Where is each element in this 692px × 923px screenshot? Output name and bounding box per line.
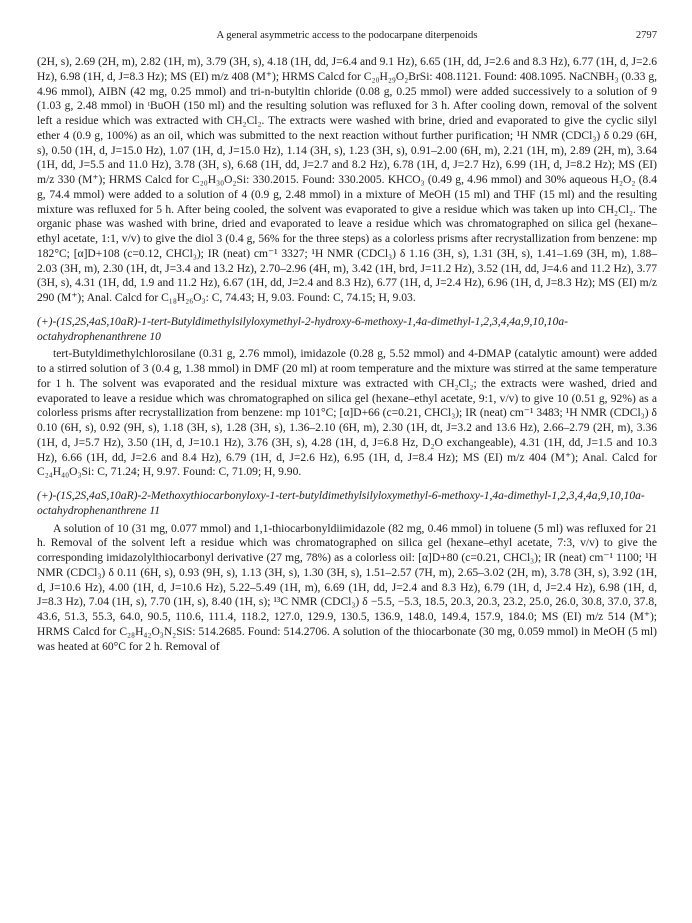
compound-11-heading: (+)-(1S,2S,4aS,10aR)-2-Methoxythiocarbonyloxy-1-tert-butyldimethylsilyloxymethyl-6-methoxy-1,4a-dimethyl-1,2,3,4,4a,9,10,10a-octahydrophenanthrene 11 (37, 490, 645, 517)
page-number: 2797 (635, 30, 657, 41)
compound-11-procedure: A solution of 10 (31 mg, 0.077 mmol) and 1,1-thiocarbonyldiimidazole (82 mg, 0.46 mmol) in toluene (5 ml) was refluxed for 21 h. Removal of the solvent left a residue which was chromatographed on silica gel (hexane–ethyl acetate, 7:3, v/v) to give the corresponding imidazolylthiocarbonyl derivative (27 mg, 78%) as a colorless oil: [α]D+80 (c=0.21, CHCl₃); IR (neat) cm⁻¹ 1100; ¹H NMR (CDCl₃) δ 0.11 (6H, s), 0.93 (9H, s), 1.13 (3H, s), 1.30 (3H, s), 1.51–2.57 (7H, m), 2.65–3.02 (2H, m), 3.78 (3H, s), 3.92 (1H, d, J=10.6 Hz), 4.00 (1H, d, J=10.6 Hz), 5.22–5.49 (1H, m), 6.69 (1H, dd, J=2.4 and 8.3 Hz), 6.79 (1H, d, J=2.4 Hz), 6.98 (1H, d, J=8.3 Hz), 7.04 (1H, s), 7.70 (1H, s), 8.40 (1H, s); ¹³C NMR (CDCl₃) δ −5.5, −5.3, 18.5, 20.3, 20.3, 23.2, 25.0, 26.0, 30.8, 37.0, 37.8, 43.6, 51.3, 55.3, 64.0, 90.5, 110.6, 111.4, 118.2, 127.0, 129.9, 130.5, 136.9, 148.0, 149.4, 157.9, 184.0; MS (EI) m/z 514 (M⁺); HRMS Calcd for C₂₈H₄₂O₃N₂SiS: 514.2685. Found: 514.2706. A solution of the thiocarbonate (30 mg, 0.059 mmol) in MeOH (5 ml) was heated at 60°C for 2 h. Removal of (37, 522, 657, 653)
running-title: A general asymmetric access to the podocarpane diterpenoids (216, 30, 478, 41)
paragraph-continuation: (2H, s), 2.69 (2H, m), 2.82 (1H, m), 3.79 (3H, s), 4.18 (1H, dd, J=6.4 and 9.1 Hz), 6.65 (1H, dd, J=2.6 and 8.3 Hz), 6.77 (1H, d, J=2.6 Hz), 6.98 (1H, d, J=8.3 Hz); MS (EI) m/z 408 (M⁺); HRMS Calcd for C₂₀H₂₉O₂BrSi: 408.1121. Found: 408.1095. NaCNBH₃ (0.33 g, 4.96 mmol), AIBN (42 mg, 0.25 mmol) and tri-n-butyltin chloride (0.08 g, 0.25 mmol) were added successively to a solution of 9 (1.03 g, 2.48 mmol) in ᵗBuOH (150 ml) and the resulting solution was refluxed for 3 h. After cooling down, removal of the solvent left a residue which was extracted with CH₂Cl₂. The extracts were washed with brine, dried and evaporated to give the cyclic silyl ether 4 (0.9 g, 100%) as an oil, which was submitted to the next reaction without further purification; ¹H NMR (CDCl₃) δ 0.29 (6H, s), 0.50 (1H, d, J=15.0 Hz), 1.07 (1H, d, J=15.0 Hz), 1.14 (3H, s), 1.23 (3H, s), 0.91–2.00 (6H, m), 2.21 (1H, m), 2.89 (2H, m), 3.64 (1H, dd, J=5.5 and 11.0 Hz), 3.78 (3H, s), 6.68 (1H, dd, J=2.7 and 8.2 Hz), 6.78 (1H, d, J=2.7 Hz), 6.99 (1H, d, J=8.2 Hz); MS (EI) m/z 330 (M⁺); HRMS Calcd for C₂₀H₃₀O₂Si: 330.2015. Found: 330.2005. KHCO₃ (0.49 g, 4.96 mmol) and 30% aqueous H₂O₂ (8.4 g, 74.4 mmol) were added to a solution of 4 (0.9 g, 2.48 mmol) in a mixture of MeOH (15 ml) and THF (15 ml) and the resulting mixture was refluxed for 5 h. After being cooled, the solvent was evaporated to give a residue which was taken up into CH₂Cl₂. The organic phase was washed with brine, dried and evaporated to leave a residue which was chromatographed on silica gel (hexane–ethyl acetate, 1:1, v/v) to give the diol 3 (0.4 g, 56% for the three steps) as a colorless prisms after recrystallization from benzene: mp 182°C; [α]D+108 (c=0.12, CHCl₃); IR (neat) cm⁻¹ 3327; ¹H NMR (CDCl₃) δ 1.16 (3H, s), 1.31 (3H, s), 1.41–1.69 (3H, m), 1.88–2.03 (3H, m), 2.30 (1H, dt, J=3.4 and 13.2 Hz), 2.70–2.96 (4H, m), 3.42 (1H, brd, J=11.2 Hz), 3.52 (1H, dd, J=4.6 and 11.2 Hz), 3.77 (3H, s), 4.31 (1H, dd, 1.9 and 11.2 Hz), 6.67 (1H, dd, J=2.4 and 8.3 Hz), 6.77 (1H, d, J=2.4 Hz), 6.96 (1H, d, J=8.3 Hz); MS (EI) m/z 290 (M⁺); Anal. Calcd for C₁₈H₂₆O₃: C, 74.43; H, 9.03. Found: C, 74.15; H, 9.03. (37, 56, 657, 304)
compound-10-procedure: tert-Butyldimethylchlorosilane (0.31 g, 2.76 mmol), imidazole (0.28 g, 5.52 mmol) and 4-DMAP (catalytic amount) were added to a stirred solution of 3 (0.4 g, 1.38 mmol) in DMF (20 ml) at room temperature and the mixture was stirred at the same temperature for 1 h. The solvent was evaporated and the residual mixture was extracted with CH₂Cl₂; the extracts were washed, dried and evaporated to leave a residue which was chromatographed on silica gel (hexane–ethyl acetate, 9:1, v/v) to give 10 (0.51 g, 92%) as a colorless prisms after recrystallization from benzene: mp 101°C; [α]D+66 (c=0.21, CHCl₃); IR (neat) cm⁻¹ 3483; ¹H NMR (CDCl₃) δ 0.10 (6H, s), 0.92 (9H, s), 1.18 (3H, s), 1.28 (3H, s), 1.36–2.10 (6H, m), 2.30 (1H, dt, J=3.2 and 13.6 Hz), 2.66–2.79 (2H, m), 3.36 (1H, d, J=5.7 Hz), 3.50 (1H, d, J=10.1 Hz), 3.76 (3H, s), 4.28 (1H, d, J=6.8 Hz, D₂O exchangeable), 4.31 (1H, dd, J=1.5 and 10.3 Hz), 6.66 (1H, dd, J=2.6 and 8.4 Hz), 6.79 (1H, d, J=2.6 Hz), 6.95 (1H, d, J=8.4 Hz); MS (EI) m/z 404 (M⁺); Anal. Calcd for C₂₄H₄₀O₃Si: C, 71.24; H, 9.97. Found: C, 71.09; H, 9.90. (37, 348, 657, 479)
page-header (37, 30, 657, 48)
article-body (37, 55, 657, 654)
journal-page (37, 30, 657, 654)
compound-10-heading: (+)-(1S,2S,4aS,10aR)-1-tert-Butyldimethylsilyloxymethyl-2-hydroxy-6-methoxy-1,4a-dimethyl-1,2,3,4,4a,9,10,10a-octahydrophenanthrene 10 (37, 315, 568, 343)
